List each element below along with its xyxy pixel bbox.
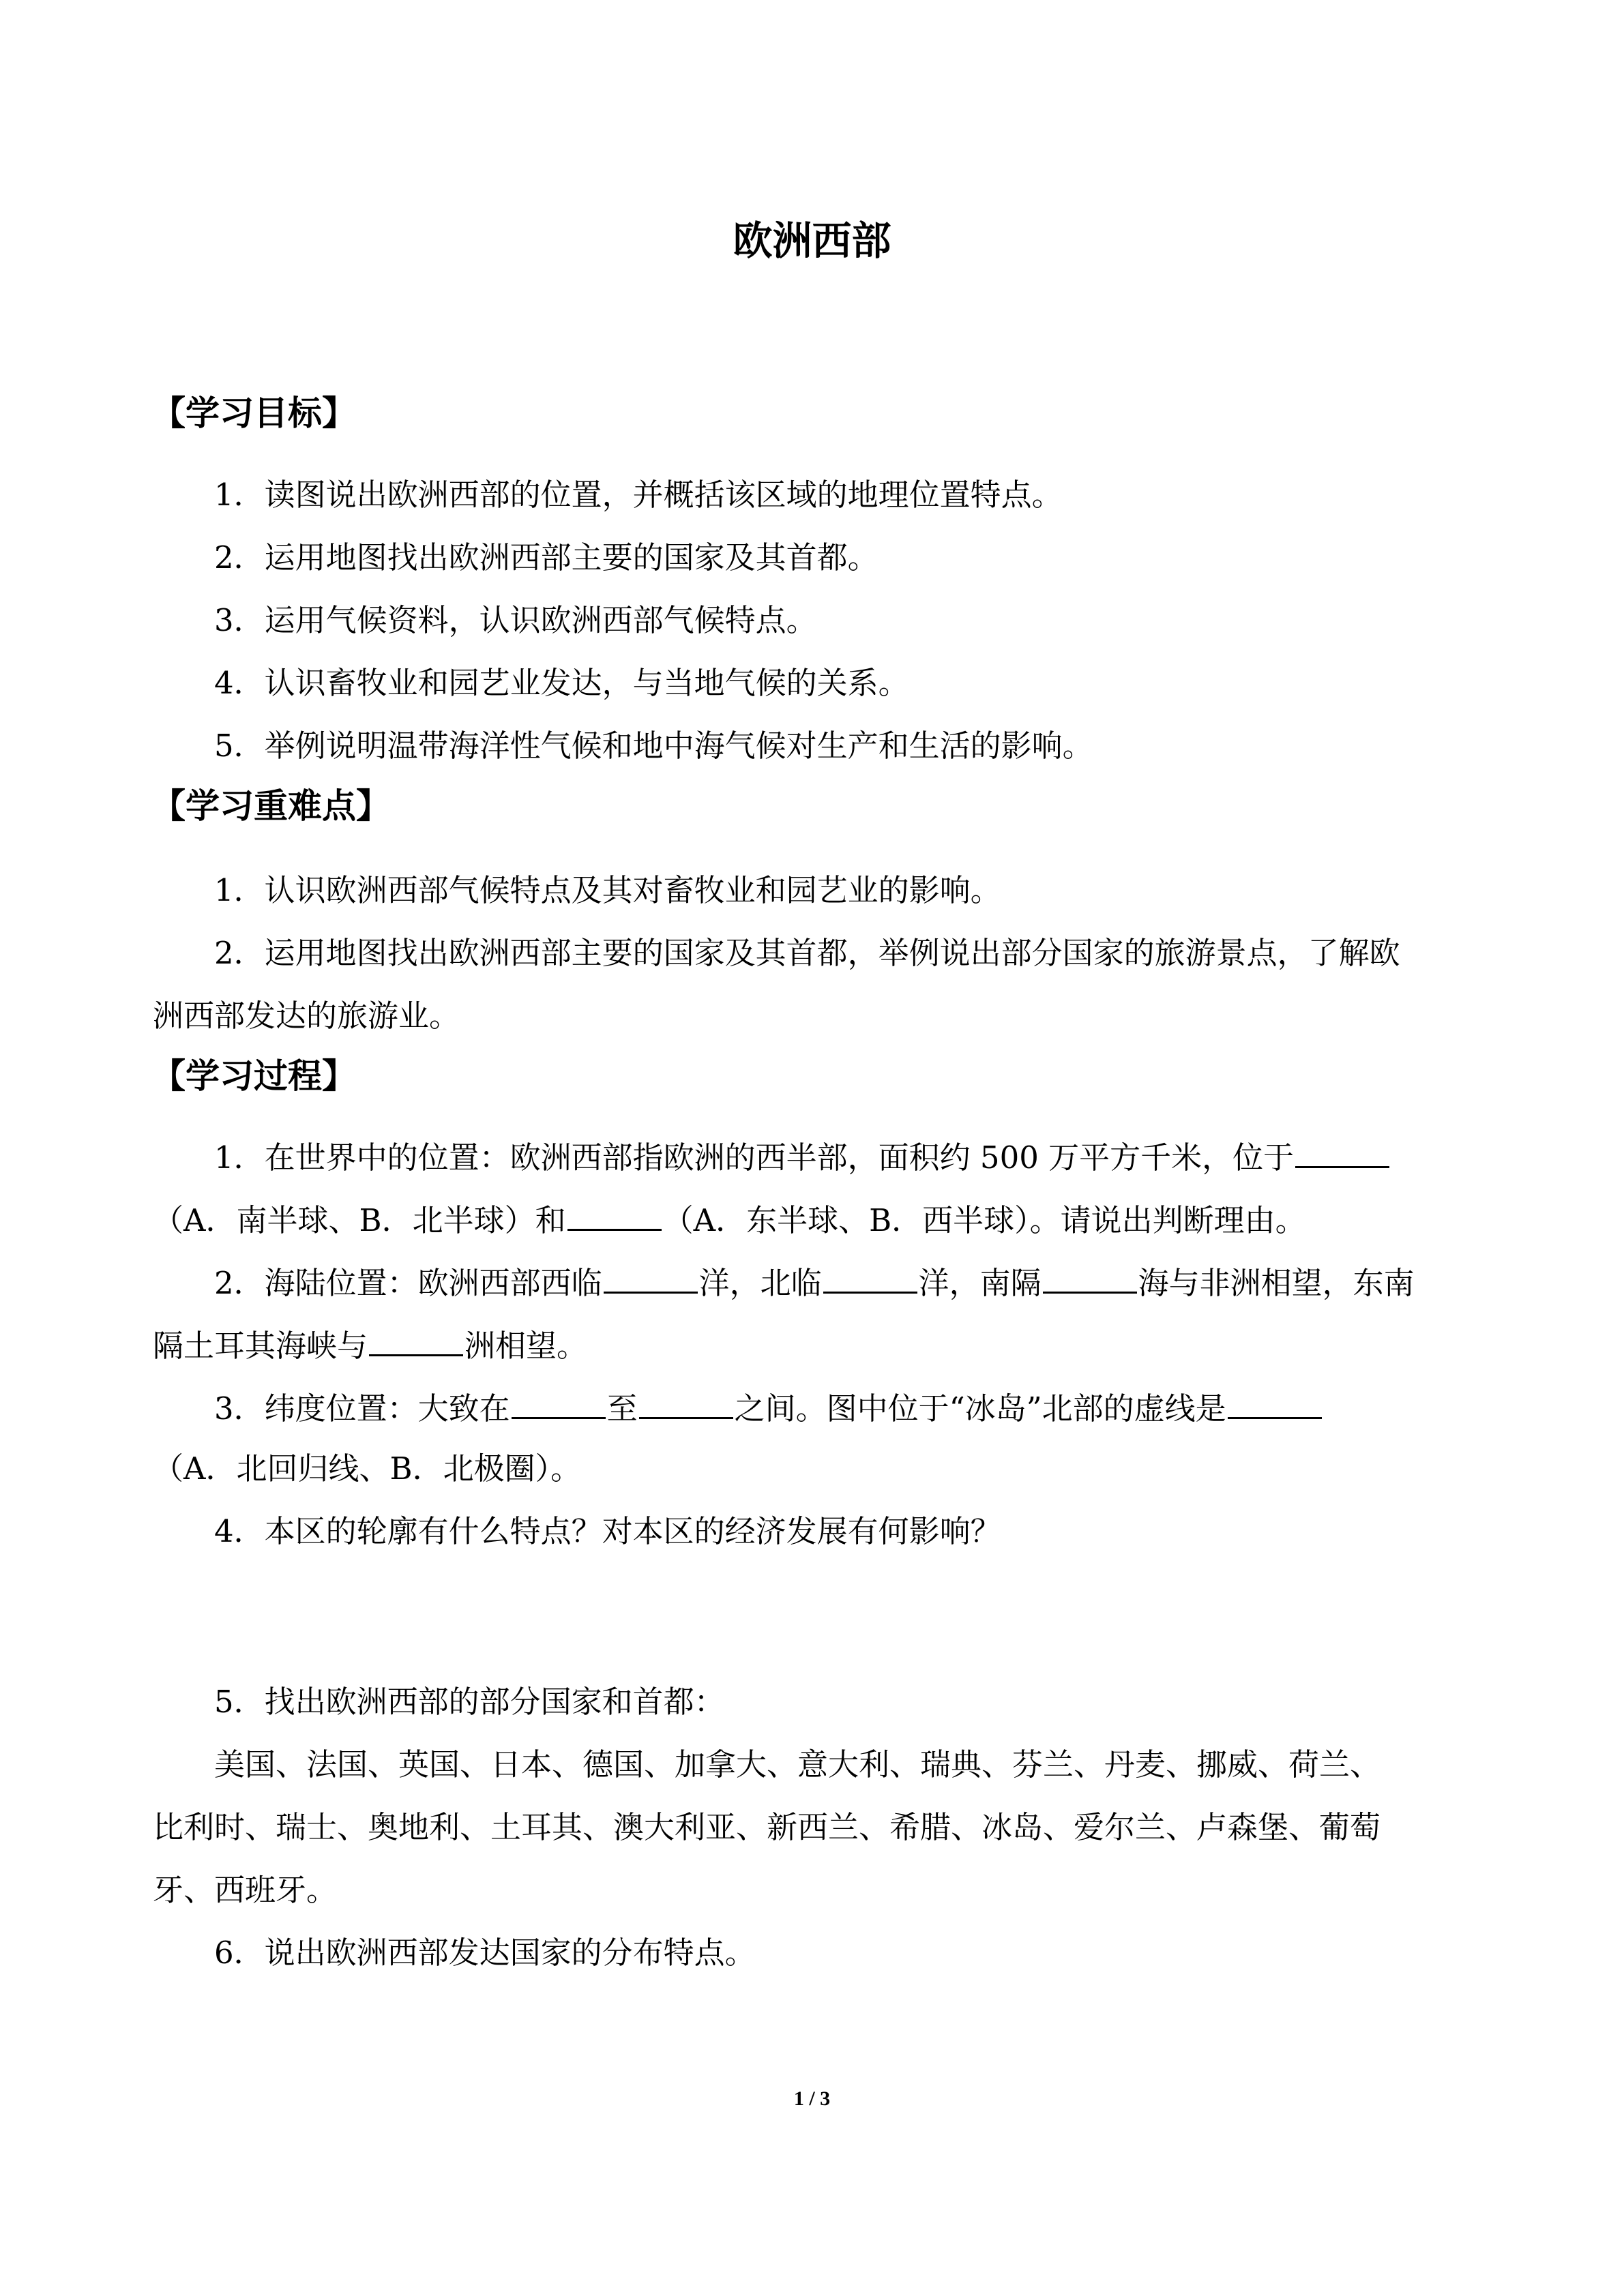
page-number: 1 / 3 <box>793 2087 831 2110</box>
question-6: 6．说出欧洲西部发达国家的分布特点。 <box>214 1935 756 1971</box>
key-points-heading: 【学习重难点】 <box>151 786 390 826</box>
key-point-item-2-line-2: 洲西部发达的旅游业。 <box>153 998 460 1034</box>
question-2-text-e: 隔土耳其海峡与 <box>153 1328 368 1364</box>
question-1-line-1 <box>214 1135 1551 1178</box>
objective-item-2: 2．运用地图找出欧洲西部主要的国家及其首都。 <box>214 539 879 576</box>
answer-blank-2[interactable] <box>567 1197 662 1231</box>
objective-item-1: 1．读图说出欧洲西部的位置，并概括该区域的地理位置特点。 <box>214 477 1063 513</box>
answer-blank-5[interactable] <box>1043 1260 1137 1294</box>
process-heading: 【学习过程】 <box>151 1056 356 1096</box>
question-1-line-2 <box>153 1197 1490 1241</box>
question-4: 4．本区的轮廓有什么特点？对本区的经济发展有何影响？ <box>214 1513 1001 1549</box>
answer-blank-7[interactable] <box>512 1386 606 1419</box>
question-5: 5．找出欧洲西部的部分国家和首都： <box>214 1684 725 1720</box>
objective-item-4: 4．认识畜牧业和园艺业发达，与当地气候的关系。 <box>214 665 909 701</box>
question-2-text-d: 海与非洲相望，东南 <box>1138 1265 1415 1301</box>
question-2-text-c: 洋，南隔 <box>918 1265 1042 1301</box>
question-3-text-d: （A．北回归线、B．北极圈）。 <box>153 1450 582 1487</box>
question-2-text-b: 洋，北临 <box>698 1265 822 1301</box>
page-title: 欧洲西部 <box>733 218 891 264</box>
question-1-text-b: （A．南半球、B．北半球）和 <box>153 1202 566 1238</box>
question-3-text-c: 之间。图中位于“冰岛”北部的虚线是 <box>734 1390 1226 1427</box>
countries-line-2: 比利时、瑞士、奥地利、土耳其、澳大利亚、新西兰、希腊、冰岛、爱尔兰、卢森堡、葡萄 <box>153 1809 1381 1845</box>
answer-blank-9[interactable] <box>1228 1386 1322 1419</box>
countries-line-3: 牙、西班牙。 <box>153 1872 338 1908</box>
answer-blank-3[interactable] <box>604 1260 698 1294</box>
question-3-text-b: 至 <box>606 1390 638 1427</box>
objectives-heading: 【学习目标】 <box>151 393 356 433</box>
question-1-text-c: （A．东半球、B．西半球）。请说出判断理由。 <box>662 1202 1306 1238</box>
answer-blank-1[interactable] <box>1295 1135 1389 1168</box>
answer-blank-4[interactable] <box>823 1260 917 1294</box>
objective-item-3: 3．运用气候资料，认识欧洲西部气候特点。 <box>214 602 817 638</box>
question-2-line-2 <box>153 1323 1490 1367</box>
question-2-line-1 <box>214 1260 1551 1304</box>
objective-item-5: 5．举例说明温带海洋性气候和地中海气候对生产和生活的影响。 <box>214 728 1093 764</box>
question-3-text-a: 3．纬度位置：大致在 <box>214 1390 510 1427</box>
question-3-line-1 <box>214 1386 1551 1429</box>
countries-line-1: 美国、法国、英国、日本、德国、加拿大、意大利、瑞典、芬兰、丹麦、挪威、荷兰、 <box>214 1746 1381 1783</box>
question-1-text-a: 1．在世界中的位置：欧洲西部指欧洲的西半部，面积约 500 万平方千米，位于 <box>214 1139 1295 1176</box>
question-3-line-2 <box>153 1448 1490 1489</box>
question-2-text-f: 洲相望。 <box>464 1328 588 1364</box>
key-point-item-1: 1．认识欧洲西部气候特点及其对畜牧业和园艺业的影响。 <box>214 872 1001 908</box>
question-2-text-a: 2．海陆位置：欧洲西部西临 <box>214 1265 602 1301</box>
answer-blank-6[interactable] <box>369 1323 463 1356</box>
key-point-item-2-line-1: 2．运用地图找出欧洲西部主要的国家及其首都，举例说出部分国家的旅游景点，了解欧 <box>214 935 1400 971</box>
answer-blank-8[interactable] <box>639 1386 733 1419</box>
